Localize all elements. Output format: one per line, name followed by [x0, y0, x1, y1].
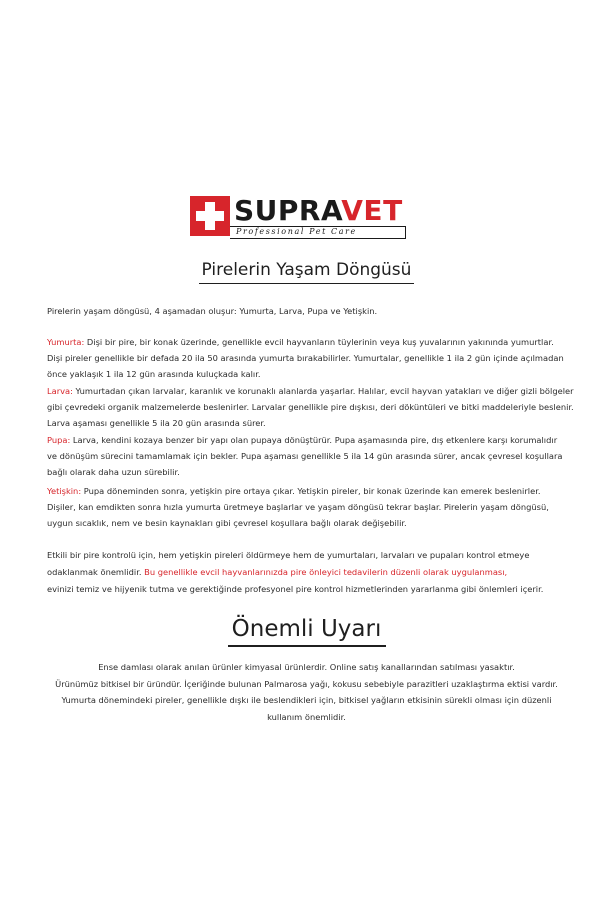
medical-cross-icon — [190, 196, 230, 236]
control-highlight: Bu genellikle evcil hayvanlarınızda pire önleyici tedavilerin düzenli olarak uygulanması, — [144, 567, 508, 577]
stage-adult-label: Yetişkin: — [47, 486, 82, 496]
stage-pupa-line-2: ve dönüşüm sürecini tamamlamak için bekler. Pupa aşaması genellikle 5 ila 14 gün arasında sürer, ancak çevresel koşullara — [47, 451, 563, 461]
stage-egg-line-1: Yumurta: Dişi bir pire, bir konak üzerinde, genellikle evcil hayvanların tüylerinin veya kuş yuvalarının yakınında yumurtlar. — [47, 337, 554, 347]
brand-part-supra: SUPRA — [234, 194, 342, 227]
stage-larva-label: Larva: — [47, 386, 73, 396]
brand-tagline: Professional Pet Care — [236, 227, 357, 236]
stage-adult-line-2: Dişiler, kan emdikten sonra hızla yumurta üretmeye başlarlar ve yaşam döngüsü tekrar başlar. Pirelerin yaşam döngüsü, — [47, 502, 549, 512]
stage-larva-line-2: gibi çevredeki organik malzemelerde beslenirler. Larvalar genellikle pire dışkısı, deri döküntüleri ve bitki maddeleriyle beslenir. — [47, 402, 574, 412]
stage-pupa-line-3: bağlı olarak daha uzun sürebilir. — [47, 467, 180, 477]
warning-heading: Önemli Uyarı — [231, 616, 382, 642]
supravet-logo — [190, 196, 408, 242]
heading-underline — [199, 283, 414, 284]
stage-adult-line-3: uygun sıcaklık, nem ve besin kaynakları gibi çevresel koşullara bağlı olarak değişebilir. — [47, 518, 407, 528]
stage-egg-label: Yumurta: — [47, 337, 85, 347]
warning-line-3: Yumurta dönemindeki pireler, genellikle dışkı ile beslendikleri için, bitkisel yağların etkisinin sürekli olması için düzenli — [61, 695, 552, 705]
stage-larva-line-3: Larva aşaması genellikle 5 ila 20 gün arasında sürer. — [47, 418, 266, 428]
warning-line-1: Ense damlası olarak anılan ürünler kimyasal ürünlerdir. Online satış kanallarından satılması yasaktır. — [98, 662, 515, 672]
stage-pupa-label: Pupa: — [47, 435, 71, 445]
stage-adult-line-1: Yetişkin: Pupa döneminden sonra, yetişkin pire ortaya çıkar. Yetişkin pireler, bir konak üzerinde kan emerek beslenirler. — [47, 486, 541, 496]
stage-egg-line-2: Dişi pireler genellikle bir defada 20 ila 50 arasında yumurta bırakabilirler. Yumurtalar, genellikle 1 ila 2 gün içinde açılmadan — [47, 353, 564, 363]
stage-larva-line-1: Larva: Yumurtadan çıkan larvalar, karanlık ve korunaklı alanlarda yaşarlar. Halılar, evcil hayvan yatakları ve diğer gizli bölgeler — [47, 386, 574, 396]
warning-line-2: Ürünümüz bitkisel bir üründür. İçeriğinde bulunan Palmarosa yağı, kokusu sebebiyle parazitleri uzaklaştırma ektisi vardır. — [55, 679, 558, 689]
brand-part-vet: VET — [341, 194, 403, 227]
lifecycle-heading: Pirelerin Yaşam Döngüsü — [201, 260, 412, 280]
stage-pupa-line-1: Pupa: Larva, kendini kozaya benzer bir yapı olan pupaya dönüştürür. Pupa aşamasında pire, dış etkenlere karşı korumalıdır — [47, 435, 558, 445]
control-line-2: odaklanmak önemlidir. Bu genellikle evcil hayvanlarınızda pire önleyici tedavilerin düzenli olarak uygulanması, — [47, 567, 508, 577]
brand-name — [234, 194, 403, 228]
control-line-3: evinizi temiz ve hijyenik tutma ve gerektiğinde profesyonel pire kontrol hizmetlerinden yararlanma gibi önlemleri içerir. — [47, 584, 544, 594]
warning-heading-underline — [228, 645, 386, 647]
warning-line-4: kullanım önemlidir. — [267, 712, 346, 722]
stage-egg-line-3: önce yaklaşık 1 ila 12 gün arasında kuluçkada kalır. — [47, 369, 261, 379]
intro-text: Pirelerin yaşam döngüsü, 4 aşamadan oluşur: Yumurta, Larva, Pupa ve Yetişkin. — [47, 306, 378, 316]
control-line-1: Etkili bir pire kontrolü için, hem yetişkin pireleri öldürmeye hem de yumurtaları, larvaları ve pupaları kontrol etmeye — [47, 550, 530, 560]
